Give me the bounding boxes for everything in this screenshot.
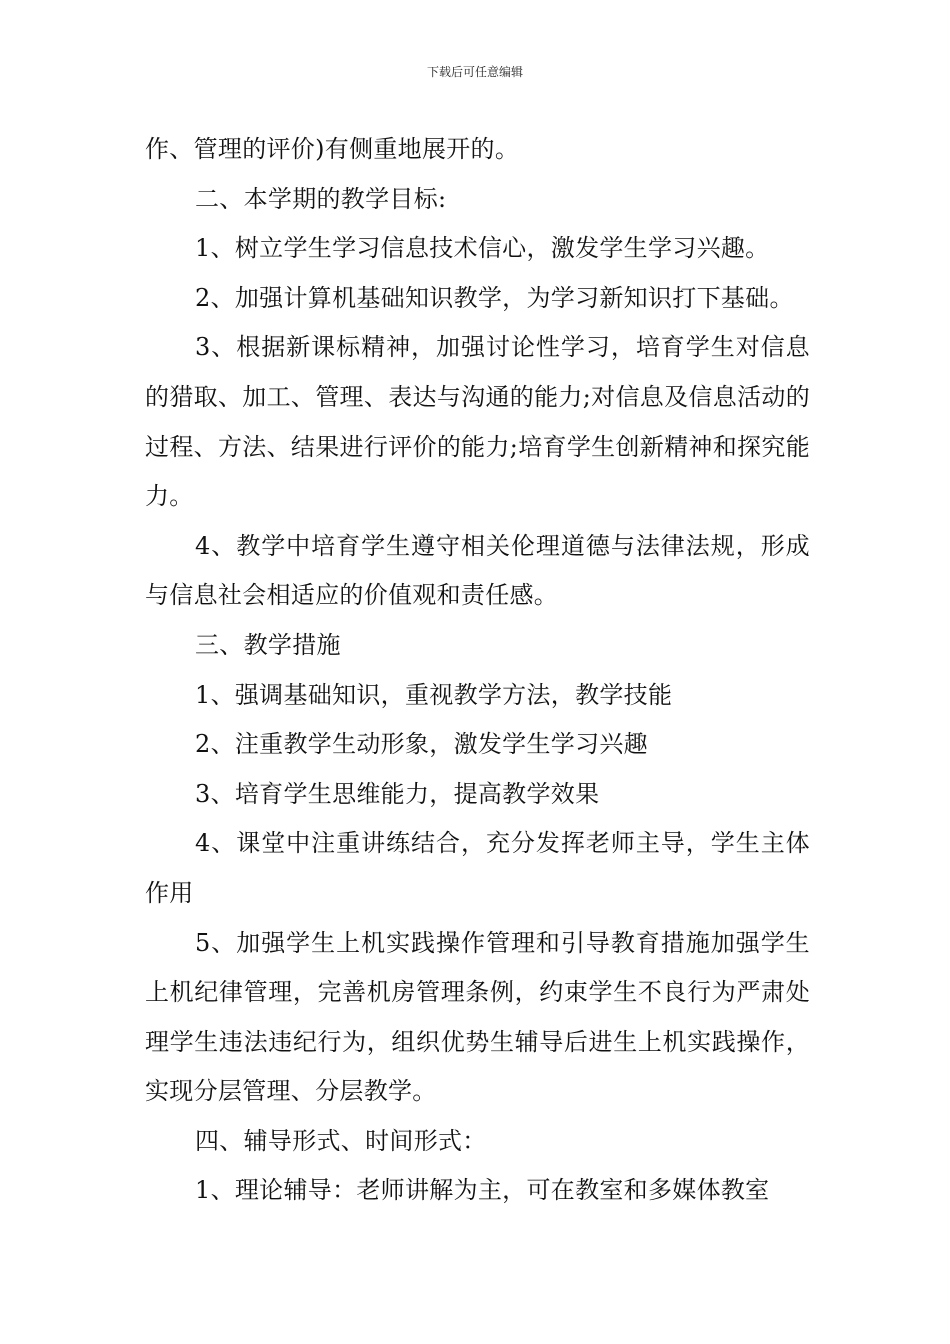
paragraph-continuation: 作、管理的评价)有侧重地展开的。 (145, 135, 520, 163)
goal-item-4: 4、教学中培育学生遵守相关伦理道德与法律法规，形成与信息社会相适应的价值观和责任感。 (145, 531, 810, 610)
goal-item-3: 3、根据新课标精神，加强讨论性学习，培育学生对信息的猎取、加工、管理、表达与沟通的能力;对信息及信息活动的过程、方法、结果进行评价的能力;培育学生创新精神和探究能力。 (145, 333, 810, 511)
section-heading-goals: 二、本学期的教学目标: (195, 184, 447, 213)
document-body (145, 125, 810, 1216)
section-heading-measures: 三、教学措施 (195, 630, 341, 659)
measure-item-4: 4、课堂中注重讲练结合，充分发挥老师主导，学生主体作用 (145, 829, 810, 907)
section-heading-tutoring: 四、辅导形式、时间形式： (195, 1126, 487, 1155)
goal-item-1: 1、树立学生学习信息技术信心，激发学生学习兴趣。 (195, 234, 770, 263)
measure-item-3: 3、培育学生思维能力，提高教学效果 (195, 779, 600, 808)
page-header: 下载后可任意编辑 (426, 65, 523, 79)
tutoring-item-1: 1、理论辅导：老师讲解为主，可在教室和多媒体教室 (195, 1176, 770, 1205)
measure-item-5: 5、加强学生上机实践操作管理和引导教育措施加强学生上机纪律管理，完善机房管理条例，约束学生不良行为严肃处理学生违法违纪行为，组织优势生辅导后进生上机实践操作，实现分层管理、分层教学。 (145, 928, 810, 1106)
measure-item-1: 1、强调基础知识，重视教学方法，教学技能 (195, 680, 673, 709)
measure-item-2: 2、注重教学生动形象，激发学生学习兴趣 (195, 730, 648, 759)
goal-item-2: 2、加强计算机基础知识教学，为学习新知识打下基础。 (195, 283, 794, 312)
